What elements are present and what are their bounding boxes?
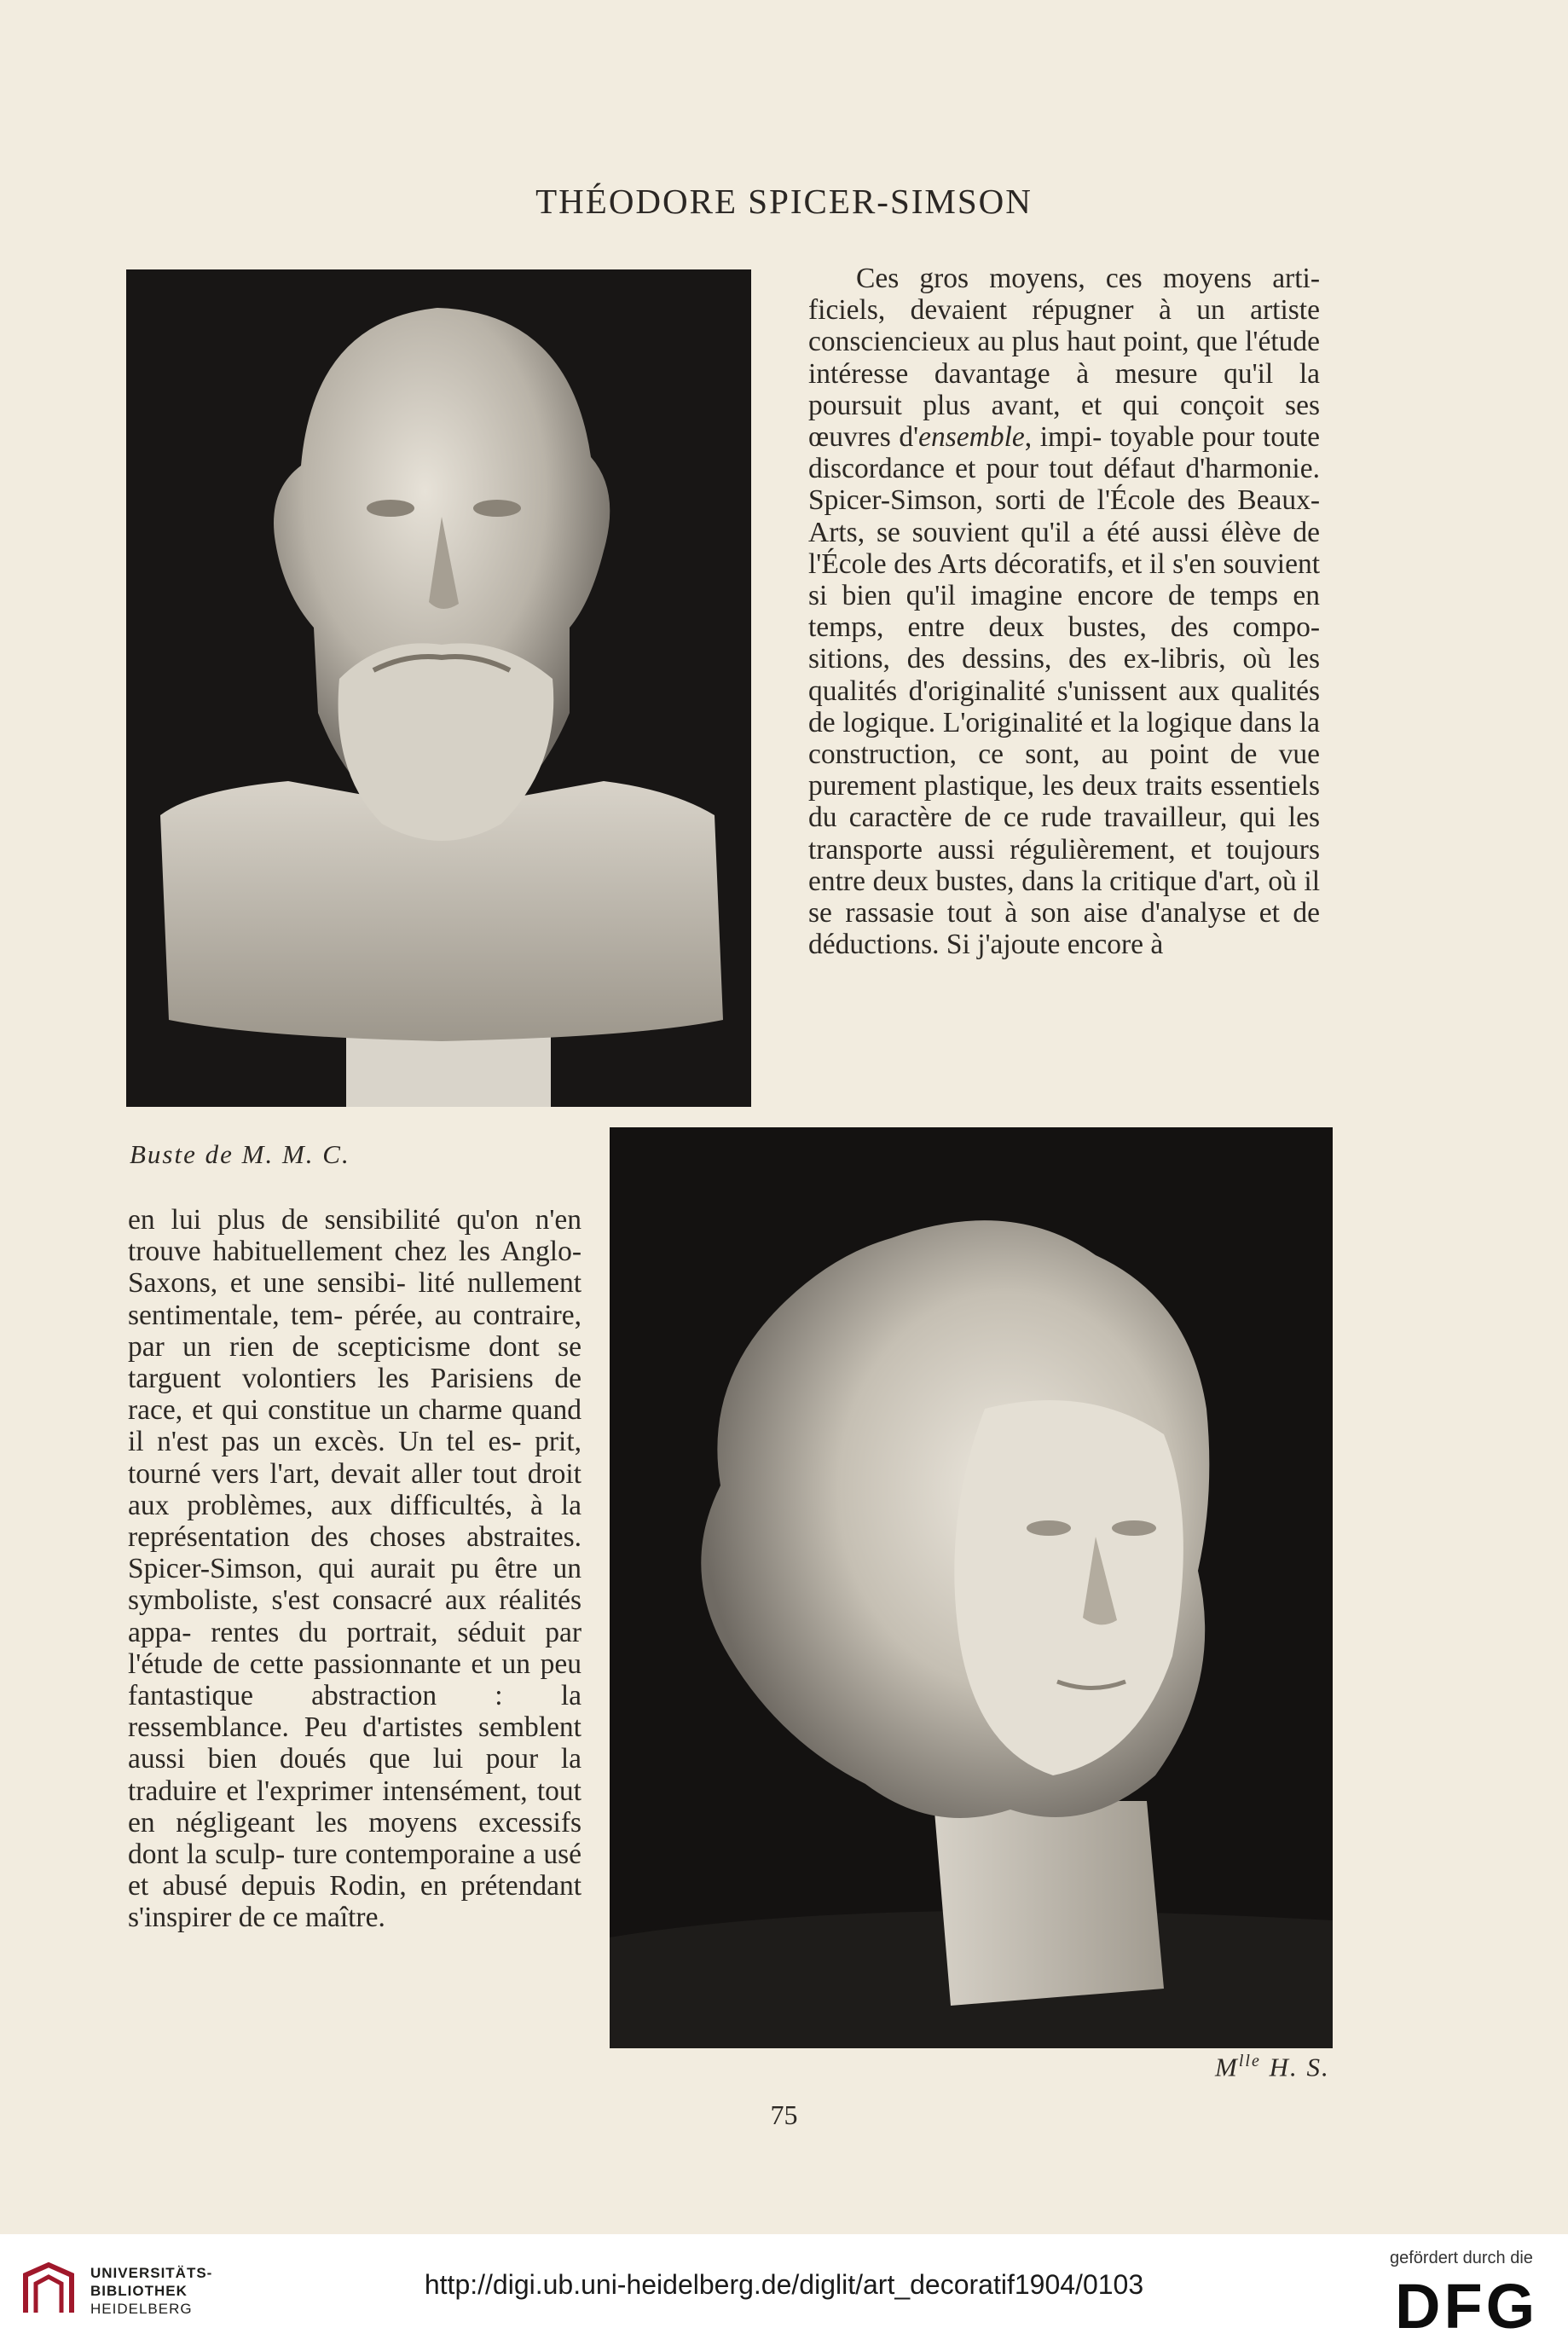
text-line: les deux traits essentiels du caractère de: [808, 770, 1320, 834]
text-line: aussi régulièrement, et toujours entre: [808, 833, 1320, 897]
text-line: en lui plus de sensibilité qu'on: [128, 1204, 519, 1236]
text-line: deux bustes, dans la critique d'art, où: [872, 865, 1297, 897]
text-line: choses abstraites. Spicer-Simson,: [128, 1521, 582, 1585]
caption-bust-2: [1215, 2052, 1330, 2082]
caption-prefix: M: [1215, 2052, 1239, 2082]
text-line: n'en trouve habituellement chez: [128, 1204, 581, 1268]
text-line: tout droit aux problèmes, aux: [128, 1457, 581, 1521]
text-line: et qui constitue un charme quand: [192, 1394, 581, 1427]
paragraph: [128, 1204, 581, 1934]
text-line: rentes du portrait, séduit par: [211, 1616, 582, 1648]
text-line: ficiels, devaient répugner à un artiste: [808, 294, 1320, 327]
text-line: conçoit ses œuvres d': [808, 389, 1320, 454]
text-line: qui aurait pu être un symboliste,: [128, 1553, 581, 1617]
text-line: de scepticisme dont se targuent: [128, 1330, 582, 1395]
text-column-left: [128, 1204, 581, 1934]
text-line: depuis Rodin, en prétendant: [240, 1870, 582, 1902]
library-line-2: BIBLIOTHEK: [90, 2283, 188, 2299]
text-line: il n'est pas un excès. Un tel es-: [128, 1426, 522, 1458]
bust-photo-child: [610, 1127, 1333, 2048]
text-line: difficultés, à la représentation des: [128, 1489, 581, 1554]
text-line: s'inspirer de ce maître.: [128, 1902, 385, 1934]
source-url-link[interactable]: http://digi.ub.uni-heidelberg.de/diglit/art_decoratif1904/0103: [424, 2269, 1144, 2300]
caption-sup: lle: [1238, 2052, 1261, 2070]
text-line: en temps, entre deux bustes, des compo-: [808, 580, 1321, 644]
library-line-3: HEIDELBERG: [90, 2301, 193, 2317]
bust-photo-bearded-man: [126, 269, 751, 1107]
text-line: et de déductions. Si j'ajoute encore à: [808, 897, 1321, 961]
text-line: les moyens excessifs dont la sculp-: [128, 1806, 582, 1871]
text-line: des Arts décoratifs, et il s'en souvient: [894, 547, 1321, 580]
text-line: l'étude intéresse davantage à mesure: [808, 326, 1321, 390]
text-line: semblent aussi bien doués que: [128, 1711, 581, 1775]
dfg-logo: DFG: [1395, 2271, 1539, 2342]
text-line: la ressemblance. Peu d'artistes: [128, 1680, 581, 1744]
text-line: logique dans la construction, ce sont,: [808, 706, 1320, 771]
text-line: volontiers les Parisiens de race,: [128, 1363, 581, 1427]
text-line: toyable pour toute discordance et pour: [808, 421, 1321, 485]
text-line: prit, tourné vers l'art, devait aller: [128, 1426, 582, 1490]
running-title: THÉODORE SPICER-SIMSON: [535, 182, 1033, 221]
text-line: qualités de logique. L'originalité et la: [808, 675, 1320, 738]
text-line: ture contemporaine a usé et abusé: [128, 1839, 582, 1902]
library-line-1: UNIVERSITÄTS-: [90, 2265, 213, 2281]
text-line: consciencieux au plus haut point, que: [808, 326, 1238, 358]
text-line: tout défaut d'harmonie. Spicer-Simson,: [808, 453, 1320, 517]
text-line: sorti de l'École des Beaux-Arts, se: [808, 484, 1321, 548]
funding-label: gefördert durch die: [1390, 2249, 1533, 2267]
text-line: les Anglo-Saxons, et une sensibi-: [128, 1236, 582, 1300]
text-line: lité nullement sentimentale, tem-: [128, 1267, 582, 1331]
italic-word: ensemble: [918, 421, 1025, 454]
text-line: sitions, des dessins, des ex-libris, où: [808, 643, 1271, 675]
caption-rest: H. S.: [1260, 2052, 1330, 2082]
text-line: , impi-: [1024, 421, 1102, 454]
text-line: lui pour la traduire et l'exprimer: [128, 1743, 581, 1807]
paragraph: [808, 263, 1320, 960]
text-line: Ces gros moyens, ces moyens arti-: [856, 263, 1320, 294]
text-line: au point de vue purement plastique,: [808, 738, 1320, 802]
text-line: s'est consacré aux réalités appa-: [128, 1584, 582, 1648]
text-line: souvient qu'il a été aussi élève de l'École: [808, 516, 1321, 580]
text-line: il se rassasie tout à son aise d'analyse: [808, 865, 1321, 929]
caption-bust-1: Buste de M. M. C.: [130, 1139, 350, 1169]
text-line: ce rude travailleur, qui les transporte: [808, 802, 1320, 866]
text-line: intensément, tout en négligeant: [128, 1775, 581, 1839]
text-line: qu'il la poursuit plus avant, et qui: [808, 357, 1321, 421]
text-column-right: [808, 263, 1320, 960]
text-line: les qualités d'originalité s'unissent aux: [808, 643, 1321, 707]
page-number: 75: [770, 2099, 798, 2130]
text-line: l'étude de cette passionnante et: [128, 1647, 492, 1680]
text-line: pérée, au contraire, par un rien: [128, 1299, 581, 1363]
text-line: si bien qu'il imagine encore de temps: [808, 580, 1279, 612]
text-line: un peu fantastique abstraction :: [128, 1647, 582, 1712]
